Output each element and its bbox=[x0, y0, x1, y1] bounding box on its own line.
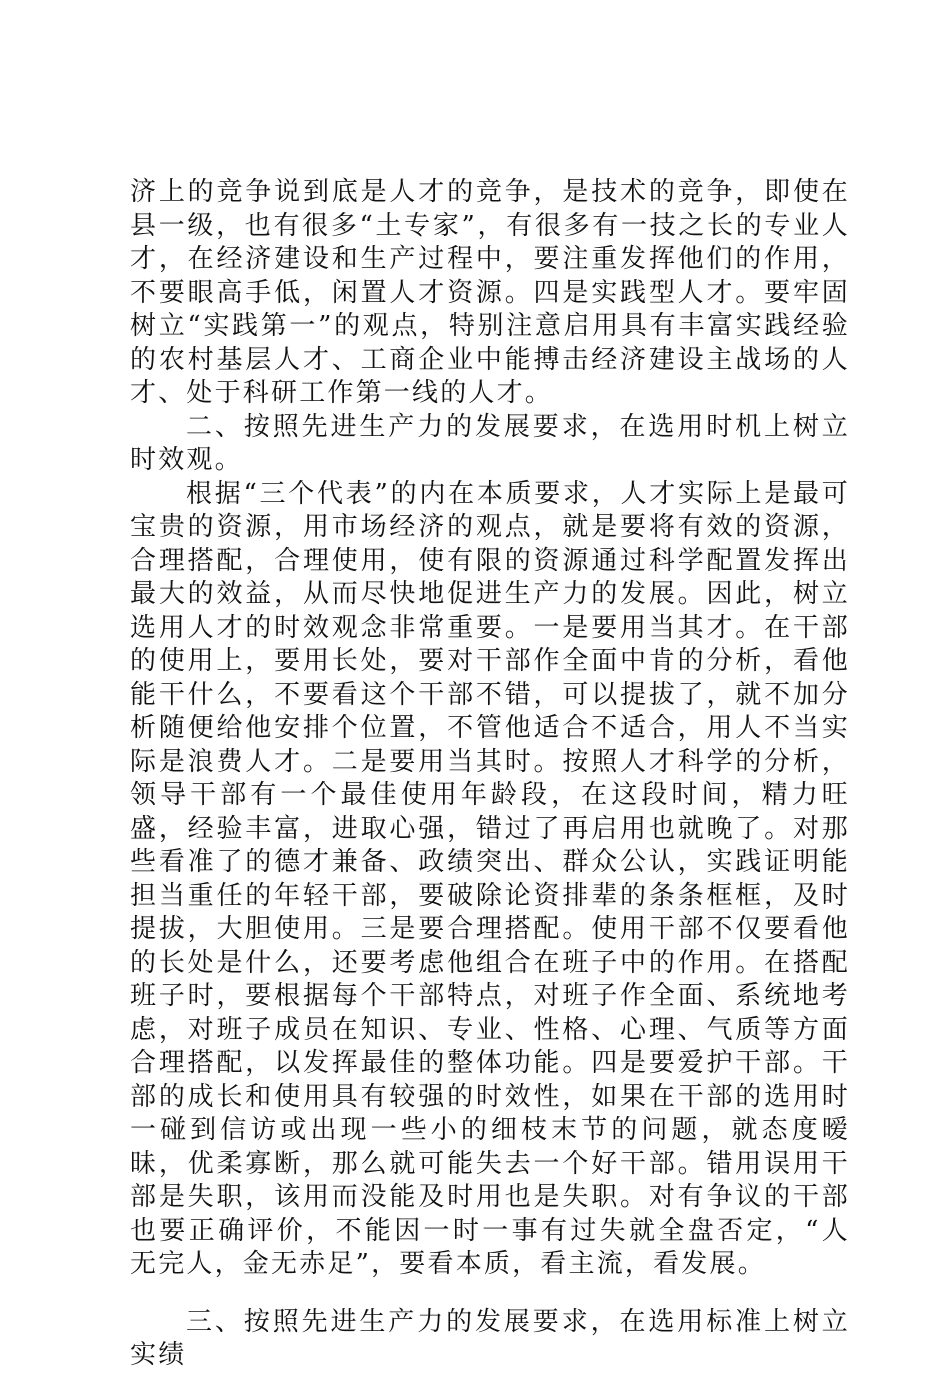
document-body bbox=[130, 176, 850, 1373]
section-heading-performance: 三、按照先进生产力的发展要求，在选用标准上树立实绩 bbox=[130, 1306, 850, 1370]
section-heading-timeliness: 二、按照先进生产力的发展要求，在选用时机上树立时效观。 bbox=[130, 411, 850, 475]
paragraph-talent-types: 济上的竞争说到底是人才的竞争，是技术的竞争，即使在县一级，也有很多“土专家”，有很多有一技之长的专业人才，在经济建设和生产过程中，要注重发挥他们的作用，不要眼高手低，闲置人才资源。四是实践型人才。要牢固树立“实践第一”的观点，特别注意启用具有丰富实践经验的农村基层人才、工商企业中能搏击经济建设主战场的人才、处于科研工作第一线的人才。 bbox=[130, 177, 850, 408]
paragraph-timeliness: 根据“三个代表”的内在本质要求，人才实际上是最可宝贵的资源，用市场经济的观点，就是要将有效的资源，合理搭配，合理使用，使有限的资源通过科学配置发挥出最大的效益，从而尽快地促进生产力的发展。因此，树立选用人才的时效观念非常重要。一是要用当其才。在干部的使用上，要用长处，要对干部作全面中肯的分析，看他能干什么，不要看这个干部不错，可以提拔了，就不加分析随便给他安排个位置，不管他适合不适合，用人不当实际是浪费人才。二是要用当其时。按照人才科学的分析，领导干部有一个最佳使用年龄段，在这段时间，精力旺盛，经验丰富，进取心强，错过了再启用也就晚了。对那些看准了的德才兼备、政绩突出、群众公认，实践证明能担当重任的年轻干部，要破除论资排辈的条条框框，及时提拔，大胆使用。三是要合理搭配。使用干部不仅要看他的长处是什么，还要考虑他组合在班子中的作用。在搭配班子时，要根据每个干部特点，对班子作全面、系统地考虑，对班子成员在知识、专业、性格、心理、气质等方面合理搭配，以发挥最佳的整体功能。四是要爱护干部。干部的成长和使用具有较强的时效性，如果在干部的选用时一碰到信访或出现一些小的细枝末节的问题，就态度暧昧，优柔寡断，那么就可能失去一个好干部。错用误用干部是失职，该用而没能及时用也是失职。对有争议的干部也要正确评价，不能因一时一事有过失就全盘否定，“人无完人，金无赤足”，要看本质，看主流，看发展。 bbox=[130, 478, 850, 1279]
